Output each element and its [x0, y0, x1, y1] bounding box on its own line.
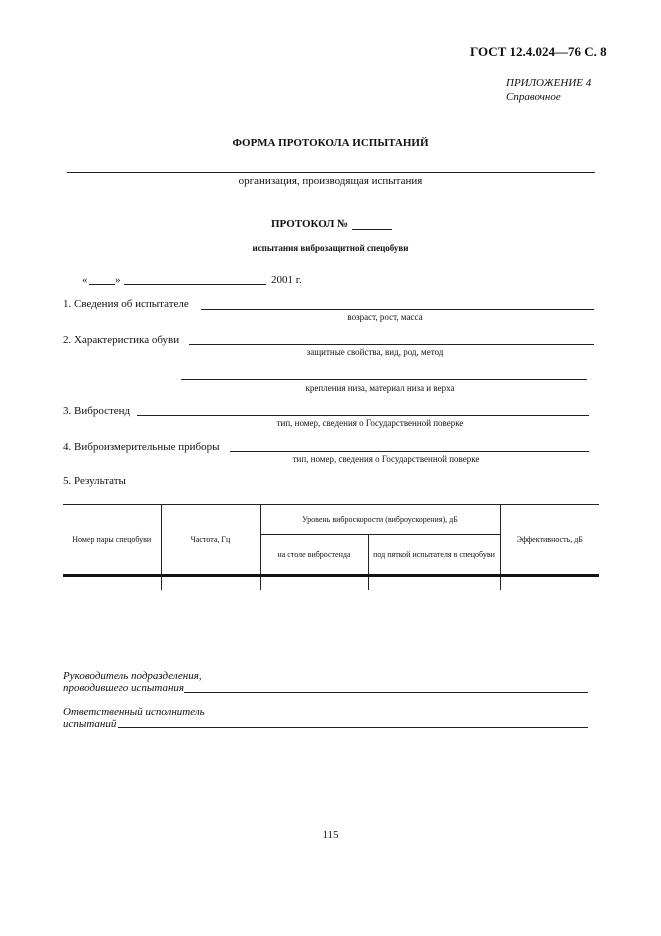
item-shoes-label: 2. Характеристика обуви [63, 334, 180, 346]
appendix-type: Справочное [506, 91, 561, 103]
signature-head-line [184, 692, 588, 693]
item-tester-caption: возраст, рост, масса [347, 312, 423, 322]
signature-resp-label-1: Ответственный исполнитель [63, 706, 205, 718]
signature-head-label-1: Руководитель подразделения, [63, 670, 202, 682]
date-day-line [89, 284, 115, 285]
signature-resp-line [118, 727, 588, 728]
date-close-quote: » [115, 274, 121, 286]
protocol-subtitle: испытания виброзащитной спецобуви [252, 243, 409, 253]
page-number: 115 [322, 829, 339, 841]
item-devices-caption: тип, номер, сведения о Государственной поверке [292, 454, 480, 464]
protocol-label: ПРОТОКОЛ № [271, 218, 349, 230]
org-line [67, 172, 595, 173]
protocol-number-line [352, 229, 392, 230]
col-level-header: Уровень виброскорости (виброускорения), дБ [260, 504, 500, 534]
results-table [63, 504, 599, 590]
col-frequency-header: Частота, Гц [161, 504, 260, 574]
col-under-heel-header: под пяткой испытателя в спецобуви [368, 534, 500, 574]
item-shoes-line-2 [181, 379, 587, 380]
col-efficiency-header: Эффективность, дБ [500, 504, 599, 574]
item-shoes-caption-2: крепления низа, материал низа и верха [305, 383, 455, 393]
org-caption: организация, производящая испытания [238, 175, 423, 187]
col-on-table-header: на столе вибростенда [260, 534, 368, 574]
signature-head-label-2: проводившего испытания [63, 682, 185, 694]
signature-resp-label-2: испытаний [63, 718, 117, 730]
item-devices-label: 4. Виброизмерительные приборы [63, 441, 220, 453]
document-code: ГОСТ 12.4.024—76 С. 8 [470, 44, 607, 59]
item-tester-label: 1. Сведения об испытателе [63, 298, 189, 310]
item-shoes-line [189, 344, 594, 345]
date-open-quote: « [82, 274, 88, 286]
page-title: ФОРМА ПРОТОКОЛА ИСПЫТАНИЙ [232, 137, 429, 149]
table-header-bottom-rule [63, 574, 599, 577]
item-devices-line [230, 451, 589, 452]
item-tester-line [201, 309, 594, 310]
item-stand-caption: тип, номер, сведения о Государственной поверке [276, 418, 464, 428]
item-stand-label: 3. Вибростенд [63, 405, 131, 417]
date-month-line [124, 284, 266, 285]
date-year: 2001 г. [271, 274, 302, 286]
item-shoes-caption: защитные свойства, вид, род, метод [306, 347, 444, 357]
item-stand-line [137, 415, 589, 416]
item-results-label: 5. Результаты [63, 475, 126, 487]
appendix-label: ПРИЛОЖЕНИЕ 4 [506, 77, 592, 89]
col-pair-header: Номер пары спецобуви [72, 534, 152, 544]
